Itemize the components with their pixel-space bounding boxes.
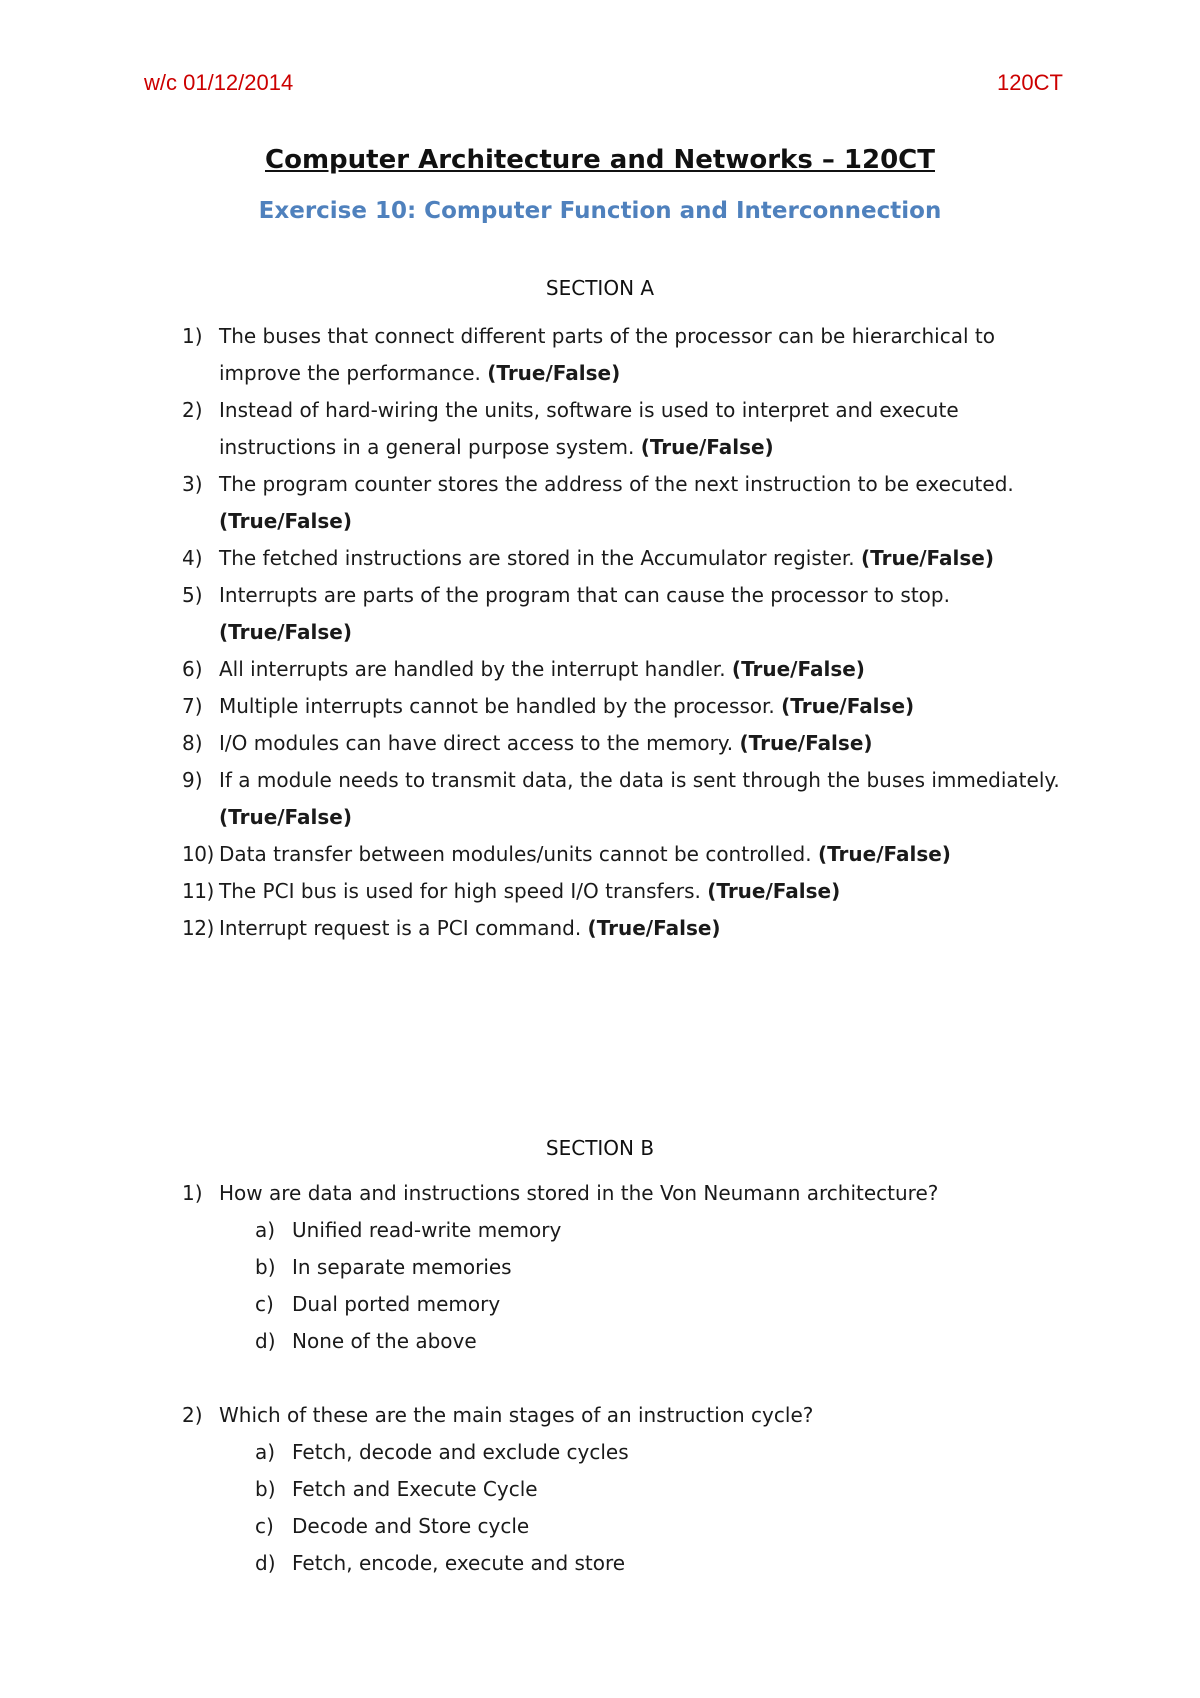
true-false-prompt: (True/False)	[781, 694, 915, 718]
question-a9	[182, 762, 1062, 836]
question-number: 4)	[182, 546, 203, 570]
section-a-question-list	[182, 318, 1062, 947]
option-text: Unified read-write memory	[292, 1218, 562, 1242]
question-text: I/O modules can have direct access to the memory.	[219, 731, 734, 755]
question-number: 2)	[182, 1403, 203, 1427]
true-false-prompt: (True/False)	[731, 657, 865, 681]
question-number: 3)	[182, 472, 203, 496]
question-number: 10)	[182, 842, 214, 866]
option-text: Fetch, decode and exclude cycles	[292, 1440, 629, 1464]
question-text: The PCI bus is used for high speed I/O transfers.	[219, 879, 701, 903]
header-course-code: 120CT	[996, 70, 1063, 95]
answer-option	[182, 1471, 1062, 1508]
question-text: Instead of hard-wiring the units, software is used to interpret and execute instructions in a general purpose system.	[219, 398, 959, 459]
question-number: 1)	[182, 1181, 203, 1205]
section-b-heading: SECTION B	[545, 1136, 655, 1160]
question-a5	[182, 577, 1062, 651]
answer-option	[182, 1323, 1062, 1360]
question-a2	[182, 392, 1062, 466]
question-text: The program counter stores the address of the next instruction to be executed.	[219, 472, 1014, 496]
option-letter: b)	[255, 1255, 276, 1279]
option-letter: c)	[255, 1292, 274, 1316]
question-text: All interrupts are handled by the interrupt handler.	[219, 657, 726, 681]
answer-option	[182, 1249, 1062, 1286]
question-text: Interrupts are parts of the program that can cause the processor to stop.	[219, 583, 950, 607]
question-a12	[182, 910, 1062, 947]
option-letter: a)	[255, 1440, 276, 1464]
section-b-question-list	[182, 1175, 1062, 1582]
answer-option	[182, 1286, 1062, 1323]
answer-option	[182, 1545, 1062, 1582]
option-text: Dual ported memory	[292, 1292, 501, 1316]
document-title: Computer Architecture and Networks – 120CT	[265, 145, 935, 175]
question-a8	[182, 725, 1062, 762]
header-date: w/c 01/12/2014	[144, 70, 294, 95]
answer-option	[182, 1434, 1062, 1471]
true-false-prompt: (True/False)	[587, 916, 721, 940]
true-false-prompt: (True/False)	[861, 546, 995, 570]
question-number: 12)	[182, 916, 214, 940]
question-a6	[182, 651, 1062, 688]
option-letter: a)	[255, 1218, 276, 1242]
question-a7	[182, 688, 1062, 725]
question-number: 11)	[182, 879, 214, 903]
section-a-heading: SECTION A	[545, 276, 655, 300]
option-letter: c)	[255, 1514, 274, 1538]
exercise-subtitle: Exercise 10: Computer Function and Interconnection	[258, 198, 942, 224]
answer-option	[182, 1508, 1062, 1545]
question-b2	[182, 1397, 1062, 1434]
true-false-prompt: (True/False)	[219, 805, 353, 829]
option-text: Fetch, encode, execute and store	[292, 1551, 626, 1575]
question-a4	[182, 540, 1062, 577]
true-false-prompt: (True/False)	[707, 879, 841, 903]
question-number: 9)	[182, 768, 203, 792]
question-number: 8)	[182, 731, 203, 755]
option-letter: b)	[255, 1477, 276, 1501]
answer-option	[182, 1212, 1062, 1249]
page-header	[0, 70, 1200, 100]
option-text: None of the above	[292, 1329, 477, 1353]
option-text: Decode and Store cycle	[292, 1514, 530, 1538]
question-text: Which of these are the main stages of an instruction cycle?	[219, 1403, 814, 1427]
question-number: 7)	[182, 694, 203, 718]
true-false-prompt: (True/False)	[739, 731, 873, 755]
question-a3	[182, 466, 1062, 540]
true-false-prompt: (True/False)	[219, 509, 353, 533]
question-text: Multiple interrupts cannot be handled by the processor.	[219, 694, 775, 718]
question-a1	[182, 318, 1062, 392]
question-a10	[182, 836, 1062, 873]
question-text: Interrupt request is a PCI command.	[219, 916, 582, 940]
question-text: Data transfer between modules/units cannot be controlled.	[219, 842, 812, 866]
option-letter: d)	[255, 1329, 276, 1353]
question-number: 2)	[182, 398, 203, 422]
option-letter: d)	[255, 1551, 276, 1575]
question-number: 5)	[182, 583, 203, 607]
true-false-prompt: (True/False)	[640, 435, 774, 459]
question-text: How are data and instructions stored in the Von Neumann architecture?	[219, 1181, 939, 1205]
option-text: Fetch and Execute Cycle	[292, 1477, 538, 1501]
option-text: In separate memories	[292, 1255, 512, 1279]
question-number: 6)	[182, 657, 203, 681]
question-b1	[182, 1175, 1062, 1212]
true-false-prompt: (True/False)	[817, 842, 951, 866]
question-text: If a module needs to transmit data, the data is sent through the buses immediately.	[219, 768, 1060, 792]
true-false-prompt: (True/False)	[487, 361, 621, 385]
question-spacer	[182, 1360, 1062, 1397]
question-a11	[182, 873, 1062, 910]
question-number: 1)	[182, 324, 203, 348]
question-text: The fetched instructions are stored in the Accumulator register.	[219, 546, 855, 570]
question-text: The buses that connect different parts of the processor can be hierarchical to improve the performance.	[219, 324, 995, 385]
true-false-prompt: (True/False)	[219, 620, 353, 644]
